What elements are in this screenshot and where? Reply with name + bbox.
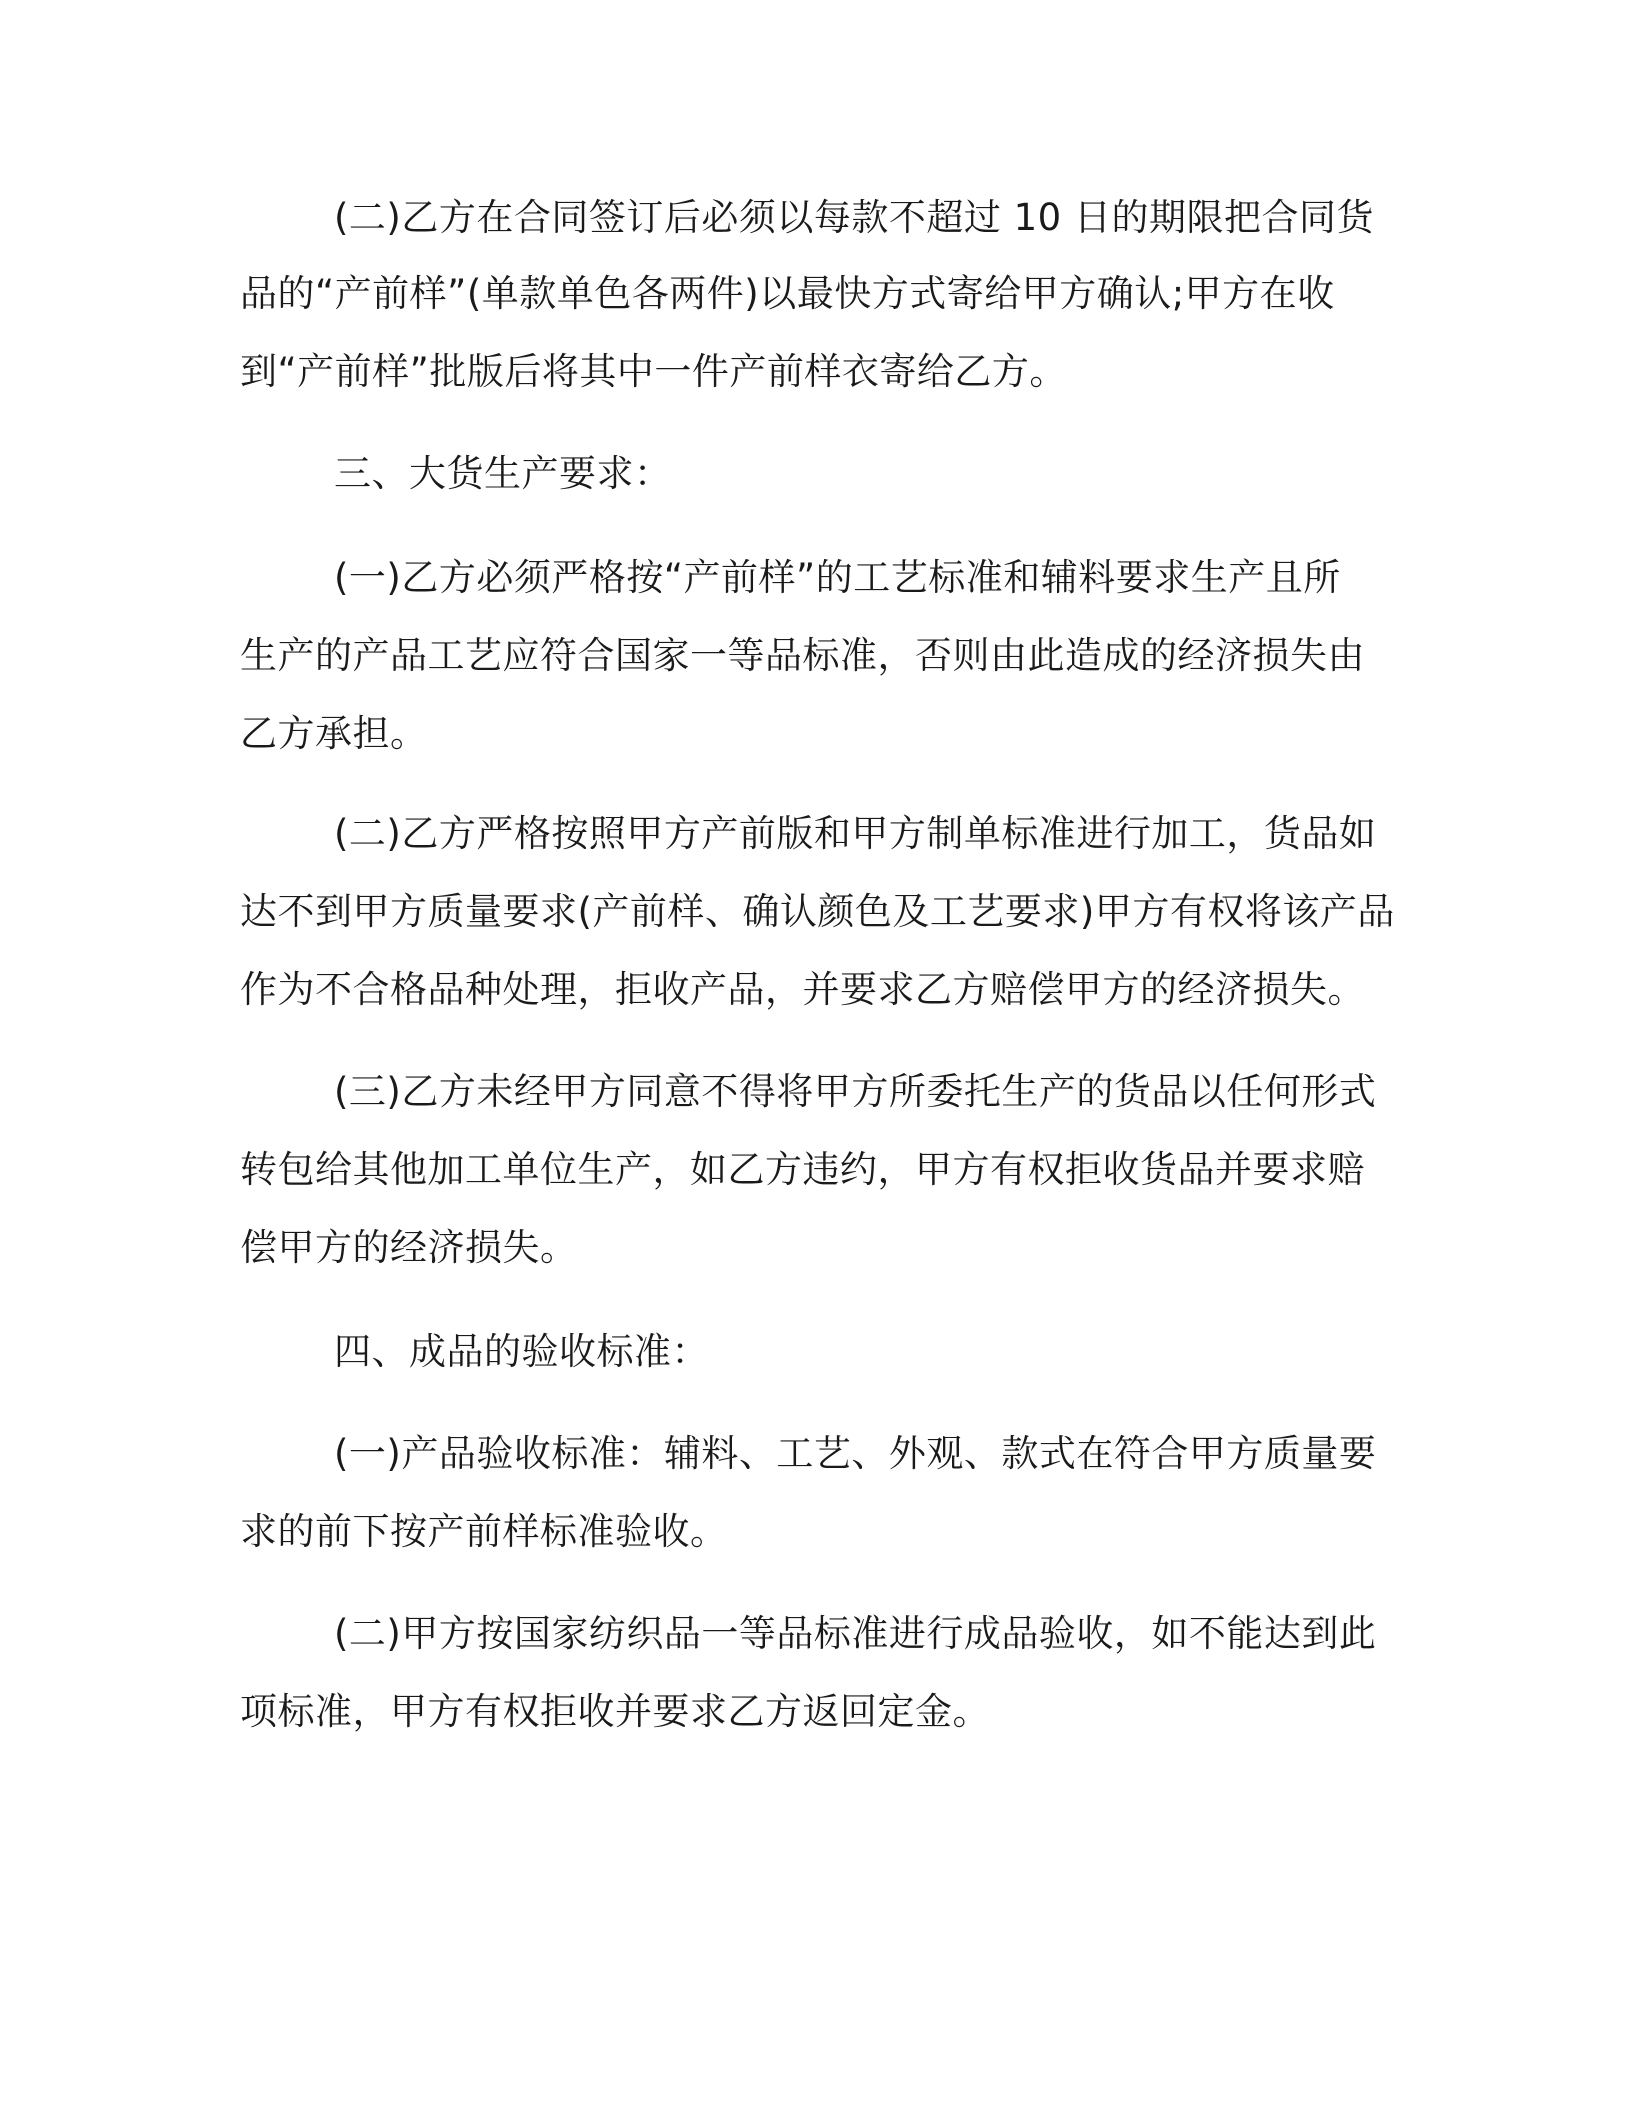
paragraph-3-3-line-3: 偿甲方的经济损失。 (240, 1226, 578, 1269)
paragraph-3-3-line-1: (三)乙方未经甲方同意不得将甲方所委托生产的货品以任何形式 (334, 1070, 1377, 1113)
paragraph-4-1-line-1: (一)产品验收标准：辅料、工艺、外观、款式在符合甲方质量要 (334, 1432, 1377, 1475)
paragraph-4-2-line-1: (二)甲方按国家纺织品一等品标准进行成品验收，如不能达到此 (334, 1612, 1377, 1655)
paragraph-3-2-line-2: 达不到甲方质量要求(产前样、确认颜色及工艺要求)甲方有权将该产品 (240, 890, 1395, 933)
paragraph-4-1-line-2: 求的前下按产前样标准验收。 (240, 1510, 728, 1553)
paragraph-4-2-line-2: 项标准，甲方有权拒收并要求乙方返回定金。 (240, 1690, 990, 1733)
section-heading-4: 四、成品的验收标准： (334, 1330, 709, 1373)
paragraph-3-3-line-2: 转包给其他加工单位生产，如乙方违约，甲方有权拒收货品并要求赔 (240, 1148, 1365, 1191)
paragraph-2-2-line-2: 品的“产前样”(单款单色各两件)以最快方式寄给甲方确认;甲方在收 (240, 272, 1335, 315)
paragraph-2-2-line-3: 到“产前样”批版后将其中一件产前样衣寄给乙方。 (240, 350, 1067, 393)
paragraph-2-2-line-1: (二)乙方在合同签订后必须以每款不超过 10 日的期限把合同货 (334, 196, 1374, 239)
paragraph-3-1-line-3: 乙方承担。 (240, 712, 428, 755)
paragraph-3-1-line-2: 生产的产品工艺应符合国家一等品标准，否则由此造成的经济损失由 (240, 634, 1365, 677)
paragraph-3-1-line-1: (一)乙方必须严格按“产前样”的工艺标准和辅料要求生产且所 (334, 556, 1341, 599)
paragraph-3-2-line-3: 作为不合格品种处理，拒收产品，并要求乙方赔偿甲方的经济损失。 (240, 968, 1365, 1011)
section-heading-3: 三、大货生产要求： (334, 452, 672, 495)
paragraph-3-2-line-1: (二)乙方严格按照甲方产前版和甲方制单标准进行加工，货品如 (334, 812, 1377, 855)
